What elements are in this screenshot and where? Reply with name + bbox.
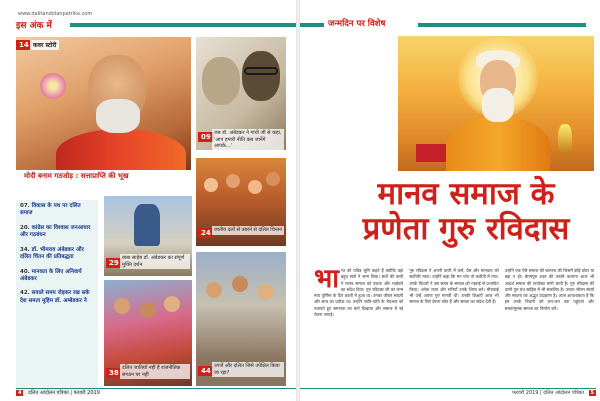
site-url: www.dalitandolanpatrika.com	[18, 11, 93, 17]
left-page	[0, 0, 296, 401]
headline-line-1: मानव समाज के	[377, 176, 555, 212]
body-column-3	[505, 268, 594, 386]
portrait-beard	[96, 99, 140, 133]
gandhi-figure	[202, 57, 240, 105]
toc-text: मानवता के लिए अनिवार्य अंबेडकर	[20, 268, 82, 282]
students-page-num: 44	[198, 366, 214, 376]
toc-text: विकास के पथ पर दलित समाज	[20, 203, 81, 217]
toc-num: 07.	[20, 203, 30, 209]
body-column-2	[409, 268, 498, 386]
body-text: उन्होंने एक ऐसे समाज की कल्पना की जिसमें कोई छोटा या बड़ा न हो। बेगमपुरा शहर की उनकी कल्पना आज भी आदर्श समाज की रूपरेखा मानी जाती है। गुरु रविदास की वाणी गुरु ग्रंथ साहिब में भी संकलित है। उनका जीवन संघर्ष और साधना का अद्भुत उदाहरण है। आज आवश्यकता है कि हम उनके विचारों को जन-जन तक पहुंचाएं और समतामूलक समाज का निर्माण करें।	[504, 268, 594, 311]
beard-shape	[482, 88, 514, 122]
toc-num: 40.	[20, 268, 30, 275]
toc-text: डॉ. भीमराव अंबेडकर और दलित चिंतन की प्रतिबद्धता	[20, 246, 84, 261]
cover-story-caption[interactable]: मोदी बनाम गठजोड़ : सत्ताप्राप्ति की भूख	[24, 172, 129, 180]
toc-num: 34.	[20, 246, 30, 253]
body-column-1	[314, 268, 403, 386]
section-rule-right	[418, 23, 586, 27]
toc-item[interactable]	[20, 203, 94, 218]
face-shape	[204, 178, 218, 192]
women-caption[interactable]: दलित जातियाँ नहीं हैं राजनीतिक संगठन पर नहीं	[120, 364, 190, 379]
statue-caption[interactable]: बाबा साहेब डॉ. अंबेडकर का संपूर्ण मुक्ति दर्शन	[120, 254, 190, 269]
cover-story-photo	[16, 37, 191, 170]
women-protest-photo	[104, 280, 192, 386]
toc-item[interactable]	[20, 269, 94, 284]
body-text: रत को पवित्र भूमि कहते हैं क्योंकि यहां बहुत संतों ने जन्म लिया। संतों की वाणी ने मानव समाज को एकता और भाईचारे का संदेश दिया। गुरु रविदास जी का जन्म माघ पूर्णिमा के दिन काशी में हुआ था। उनका जीवन सादगी और सत्य का प्रतीक था। उन्होंने जाति-पांति के भेदभाव को नकारते हुए समानता का मार्ग दिखाया और समाज में नई चेतना जगाई।	[314, 268, 404, 318]
face-shape	[140, 302, 156, 318]
ambedkar-statue-photo	[104, 196, 192, 276]
shawl-shape	[56, 129, 186, 170]
crowd-page-num: 24	[198, 228, 214, 238]
right-footer-text: फरवरी 2019 | दलित आंदोलन पत्रिका	[512, 390, 584, 396]
toc-item[interactable]	[20, 247, 94, 262]
crowd-caption[interactable]: जातीय दलों से उबरने से दलित चिन्तन	[212, 226, 284, 235]
guru-ravidas-illustration	[398, 36, 594, 171]
gandhi-ambedkar-photo	[196, 37, 286, 150]
table-of-contents	[16, 200, 98, 395]
face-shape	[258, 284, 274, 300]
headline-line-2: प्रणेता गुरु रविदास	[362, 210, 570, 247]
inside-issue-header: इस अंक में	[16, 21, 52, 31]
header-rule	[70, 23, 296, 27]
face-shape	[266, 172, 280, 186]
statue-page-num: 29	[106, 258, 122, 268]
article-headline	[336, 178, 596, 245]
toc-text: कांग्रेस का विश्वास जनआधार और गठबंधन	[20, 224, 91, 239]
face-shape	[226, 174, 240, 188]
left-footer-text: दलित आंदोलन पत्रिका | फरवरी 2019	[28, 390, 100, 396]
glasses-icon	[244, 67, 278, 75]
left-page-number: 4	[18, 390, 22, 396]
right-page-number: 5	[590, 390, 594, 396]
book-icon	[416, 144, 446, 162]
article-body	[314, 268, 594, 386]
robe-shape	[446, 116, 550, 171]
students-photo	[196, 252, 286, 386]
right-page	[300, 0, 600, 401]
toc-num: 42.	[20, 290, 30, 297]
gandhi-caption[interactable]: जब डॉ. अंबेडकर ने गांधी जी से कहा, 'आप हमारी नीति कब जानेंगे आपके...'	[212, 129, 284, 150]
section-title	[300, 18, 590, 30]
toc-num: 20.	[20, 224, 30, 231]
ambedkar-figure	[242, 51, 280, 101]
cover-page-num: 14	[16, 40, 32, 50]
face-shape	[114, 298, 130, 314]
students-caption[interactable]: उपजें और दलित जिसे उपेक्षित किया जा रहा?	[212, 362, 284, 377]
section-rule-left	[300, 23, 324, 27]
cover-story-label: कवर स्टोरी	[30, 40, 59, 50]
face-shape	[206, 282, 222, 298]
face-shape	[164, 296, 180, 312]
face-shape	[248, 180, 262, 194]
crowd-photo	[196, 158, 286, 246]
left-footer	[16, 388, 296, 398]
section-title-text: जन्मदिन पर विशेष	[328, 19, 386, 29]
toc-text: सवाले समय जेड़कर रख सके देश समता मुहिम डॉ. अम्बेडकर ने	[20, 290, 90, 304]
body-text: गुरु रविदास ने अपनी वाणी में कर्म, प्रेम और मानवता को सर्वोपरि माना। उन्होंने कहा कि मन चंगा तो कठौती में गंगा। उनके विचारों ने उस समय के समाज को गहराई से प्रभावित किया। अनेक राजा और रानियाँ उनके शिष्य बने। मीराबाई भी उन्हें अपना गुरु मानती थीं। उनकी शिक्षाएँ आज भी समाज के लिए प्रेरणा स्रोत हैं और समता का संदेश देती हैं।	[409, 268, 499, 305]
face-shape	[232, 276, 248, 292]
toc-item[interactable]	[20, 225, 94, 240]
lotus-icon	[40, 73, 66, 99]
women-page-num: 38	[106, 368, 122, 378]
statue-shape	[134, 204, 160, 246]
toc-item[interactable]	[20, 290, 94, 305]
lamp-icon	[558, 124, 572, 154]
dropcap: भा	[314, 268, 340, 294]
right-footer	[300, 388, 596, 398]
gandhi-page-num: 09	[198, 132, 214, 142]
